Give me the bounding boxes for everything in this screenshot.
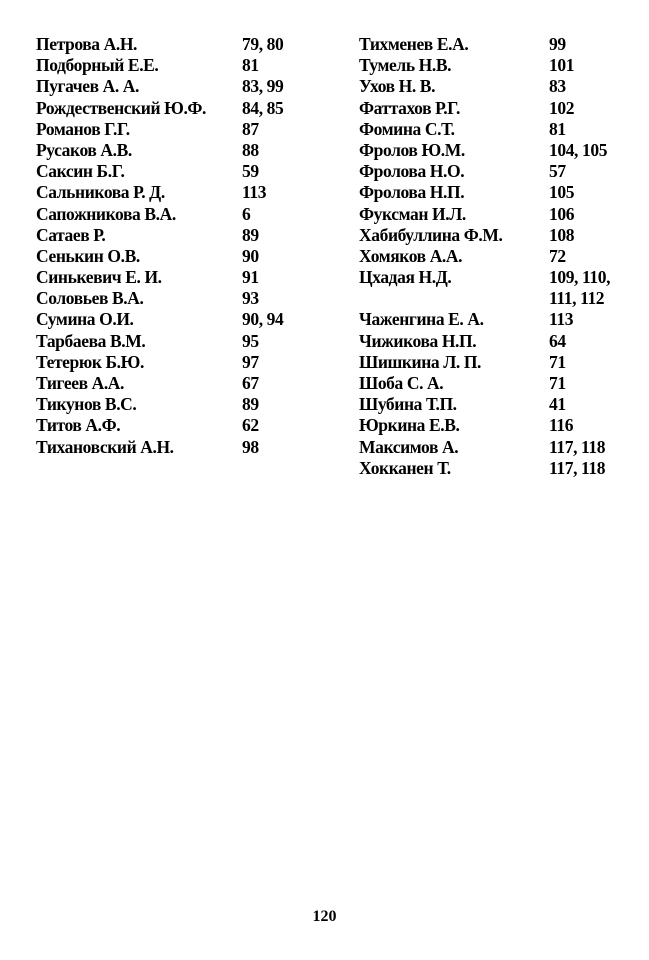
index-entry-page-line: 98 bbox=[242, 436, 259, 457]
index-entry-pages bbox=[549, 204, 574, 225]
index-entry-pages bbox=[549, 119, 566, 140]
index-entry bbox=[359, 309, 639, 330]
index-entry-name: Сатаев Р. bbox=[36, 224, 106, 245]
index-entry-page-line: 116 bbox=[549, 415, 574, 436]
index-entry bbox=[359, 267, 639, 309]
index-entry bbox=[36, 225, 326, 246]
index-entry-pages bbox=[549, 267, 610, 309]
index-entry bbox=[36, 55, 326, 76]
index-entry-page-line: 108 bbox=[549, 224, 575, 245]
index-entry bbox=[36, 119, 326, 140]
index-entry-name: Саксин Б.Г. bbox=[36, 161, 125, 182]
index-entry bbox=[36, 288, 326, 309]
index-entry-page-line: 59 bbox=[242, 161, 259, 182]
index-entry-page-line: 109, 110, bbox=[549, 267, 611, 288]
index-entry-pages bbox=[549, 373, 566, 394]
index-entry-pages bbox=[242, 161, 259, 182]
index-entry bbox=[36, 267, 326, 288]
index-entry-name: Тигеев А.А. bbox=[36, 373, 125, 393]
index-entry-page-line: 71 bbox=[549, 373, 566, 394]
index-entry-pages bbox=[242, 34, 283, 55]
index-entry-page-line: 113 bbox=[242, 182, 267, 203]
index-entry-page-line: 67 bbox=[242, 373, 259, 393]
index-entry-name: Русаков А.В. bbox=[36, 139, 132, 160]
index-entry-name: Синькевич Е. И. bbox=[36, 267, 162, 288]
index-entry-pages bbox=[549, 458, 605, 479]
index-entry-pages bbox=[242, 246, 259, 267]
index-entry-page-line: 83 bbox=[549, 76, 566, 97]
index-entry bbox=[359, 34, 639, 55]
index-entry-pages bbox=[242, 352, 259, 373]
index-entry-page-line: 72 bbox=[549, 245, 566, 266]
index-entry-name: Фролов Ю.М. bbox=[359, 139, 465, 160]
index-entry-name: Цхадая Н.Д. bbox=[359, 267, 452, 288]
index-entry bbox=[359, 225, 639, 246]
index-entry-page-line: 105 bbox=[549, 182, 575, 203]
index-entry-page-line: 111, 112 bbox=[549, 288, 605, 309]
index-entry-name: Тихменев Е.А. bbox=[359, 34, 469, 54]
index-entry-pages bbox=[242, 182, 266, 203]
index-entry-name: Романов Г.Г. bbox=[36, 118, 130, 139]
index-entry-page-line: 104, 105 bbox=[549, 139, 608, 160]
index-entry bbox=[359, 458, 639, 479]
index-entry-pages bbox=[242, 373, 259, 394]
index-entry-name: Чаженгина Е. А. bbox=[359, 309, 484, 330]
index-entry-page-line: 106 bbox=[549, 203, 575, 224]
index-entry bbox=[36, 352, 326, 373]
index-entry bbox=[359, 140, 639, 161]
index-entry-page-line: 102 bbox=[549, 97, 575, 118]
index-entry bbox=[359, 415, 639, 436]
index-entry-name: Хокканен Т. bbox=[359, 457, 451, 478]
index-entry-pages bbox=[549, 246, 566, 267]
index-entry-page-line: 99 bbox=[549, 34, 566, 54]
index-entry-page-line: 101 bbox=[549, 55, 575, 76]
index-entry-pages bbox=[242, 331, 259, 352]
index-entry bbox=[36, 415, 326, 436]
index-entry-name: Фуксман И.Л. bbox=[359, 203, 466, 224]
index-entry-name: Петрова А.Н. bbox=[36, 34, 138, 54]
index-entry-pages bbox=[549, 98, 574, 119]
index-entry-pages bbox=[242, 225, 259, 246]
index-entry-pages bbox=[549, 140, 607, 161]
index-entry-name: Шоба С. А. bbox=[359, 373, 444, 394]
index-entry bbox=[36, 437, 326, 458]
index-entry bbox=[359, 246, 639, 267]
index-entry-page-line: 81 bbox=[242, 55, 259, 76]
index-entry bbox=[36, 309, 326, 330]
index-entry-pages bbox=[242, 415, 259, 436]
index-entry-name: Шишкина Л. П. bbox=[359, 351, 482, 372]
index-entry bbox=[359, 204, 639, 225]
index-entry bbox=[36, 98, 326, 119]
index-entry-page-line: 117, 118 bbox=[549, 457, 606, 478]
index-entry-pages bbox=[549, 415, 573, 436]
index-entry bbox=[36, 140, 326, 161]
index-entry-pages bbox=[549, 161, 566, 182]
index-entry-pages bbox=[242, 204, 250, 225]
index-entry-page-line: 64 bbox=[549, 330, 566, 351]
index-entry bbox=[359, 373, 639, 394]
index-entry-page-line: 83, 99 bbox=[242, 76, 284, 97]
index-entry bbox=[36, 394, 326, 415]
index-entry-name: Хабибуллина Ф.М. bbox=[359, 224, 503, 245]
index-entry bbox=[36, 373, 326, 394]
index-entry-pages bbox=[549, 394, 566, 415]
index-entry-name: Фаттахов Р.Г. bbox=[359, 97, 460, 118]
index-entry-name: Хомяков А.А. bbox=[359, 245, 463, 266]
index-entry bbox=[359, 331, 639, 352]
index-entry-pages bbox=[242, 267, 259, 288]
index-entry-pages bbox=[549, 55, 574, 76]
index-entry bbox=[359, 55, 639, 76]
index-entry-pages bbox=[549, 182, 574, 203]
index-entry-page-line: 89 bbox=[242, 224, 259, 245]
index-entry-pages bbox=[242, 140, 259, 161]
index-entry bbox=[36, 182, 326, 203]
index-entry bbox=[36, 34, 326, 55]
index-entry-name: Соловьев В.А. bbox=[36, 288, 144, 309]
index-entry-page-line: 90, 94 bbox=[242, 309, 284, 330]
index-entry-pages bbox=[549, 309, 573, 330]
index-entry-pages bbox=[242, 76, 283, 97]
index-entry-page-line: 88 bbox=[242, 139, 259, 160]
index-entry-pages bbox=[242, 288, 259, 309]
index-entry-name: Юркина Е.В. bbox=[359, 415, 460, 436]
index-entry bbox=[359, 394, 639, 415]
index-entry-pages bbox=[242, 309, 283, 330]
index-entry bbox=[359, 352, 639, 373]
index-entry-page-line: 62 bbox=[242, 415, 259, 436]
index-entry-page-line: 79, 80 bbox=[242, 34, 284, 54]
index-entry-name: Пугачев А. А. bbox=[36, 76, 140, 97]
index-column-right bbox=[359, 34, 639, 479]
index-entry-name: Ухов Н. В. bbox=[359, 76, 436, 97]
index-entry-name: Тумель Н.В. bbox=[359, 55, 452, 76]
index-entry-name: Подборный Е.Е. bbox=[36, 55, 159, 76]
index-entry-pages bbox=[242, 119, 259, 140]
index-entry-pages bbox=[549, 331, 566, 352]
index-entry-page-line: 81 bbox=[549, 118, 566, 139]
index-entry-pages bbox=[549, 76, 566, 97]
index-entry-page-line: 6 bbox=[242, 203, 251, 224]
index-entry-page-line: 90 bbox=[242, 245, 259, 266]
index-entry-page-line: 117, 118 bbox=[549, 436, 606, 457]
index-entry bbox=[36, 161, 326, 182]
index-entry bbox=[359, 161, 639, 182]
index-entry-page-line: 113 bbox=[549, 309, 574, 330]
index-entry-page-line: 87 bbox=[242, 118, 259, 139]
index-entry-pages bbox=[549, 34, 566, 55]
index-entry bbox=[36, 76, 326, 97]
index-entry-pages bbox=[242, 437, 259, 458]
index-entry-page-line: 57 bbox=[549, 161, 566, 182]
index-entry-page-line: 91 bbox=[242, 267, 259, 288]
index-entry bbox=[359, 76, 639, 97]
index-entry-name: Тетерюк Б.Ю. bbox=[36, 351, 144, 372]
index-entry bbox=[359, 437, 639, 458]
index-entry-name: Тихановский А.Н. bbox=[36, 436, 174, 457]
index-entry bbox=[36, 331, 326, 352]
index-entry-page-line: 97 bbox=[242, 351, 259, 372]
index-column-left bbox=[36, 34, 326, 458]
index-entry-page-line: 95 bbox=[242, 330, 259, 351]
index-entry-name: Сальникова Р. Д. bbox=[36, 182, 165, 203]
index-entry-pages bbox=[242, 55, 259, 76]
index-entry bbox=[36, 204, 326, 225]
index-entry-page-line: 71 bbox=[549, 351, 566, 372]
index-entry-page-line: 93 bbox=[242, 288, 259, 309]
index-entry-name: Титов А.Ф. bbox=[36, 415, 121, 436]
index-entry-page-line: 84, 85 bbox=[242, 97, 284, 118]
index-entry-pages bbox=[242, 394, 259, 415]
index-entry-name: Шубина Т.П. bbox=[359, 394, 457, 415]
index-entry-name: Фомина С.Т. bbox=[359, 118, 455, 139]
index-entry-pages bbox=[242, 98, 283, 119]
page-number: 120 bbox=[312, 908, 337, 925]
index-entry-name: Сенькин О.В. bbox=[36, 245, 140, 266]
index-entry-page-line: 89 bbox=[242, 394, 259, 415]
index-entry-pages bbox=[549, 437, 605, 458]
index-entry-page-line: 41 bbox=[549, 394, 566, 415]
index-entry-name: Рождественский Ю.Ф. bbox=[36, 97, 207, 118]
index-entry bbox=[36, 246, 326, 267]
index-entry-name: Чижикова Н.П. bbox=[359, 330, 477, 351]
index-entry bbox=[359, 182, 639, 203]
index-entry-name: Сапожникова В.А. bbox=[36, 203, 176, 224]
index-entry bbox=[359, 119, 639, 140]
index-entry-name: Максимов А. bbox=[359, 436, 459, 457]
index-entry-name: Фролова Н.П. bbox=[359, 182, 465, 203]
index-entry-name: Сумина О.И. bbox=[36, 309, 134, 330]
index-entry-pages bbox=[549, 352, 566, 373]
index-entry-name: Тикунов В.С. bbox=[36, 394, 137, 415]
index-entry-name: Тарбаева В.М. bbox=[36, 330, 146, 351]
index-entry-pages bbox=[549, 225, 574, 246]
index-entry bbox=[359, 98, 639, 119]
index-entry-name: Фролова Н.О. bbox=[359, 161, 465, 182]
